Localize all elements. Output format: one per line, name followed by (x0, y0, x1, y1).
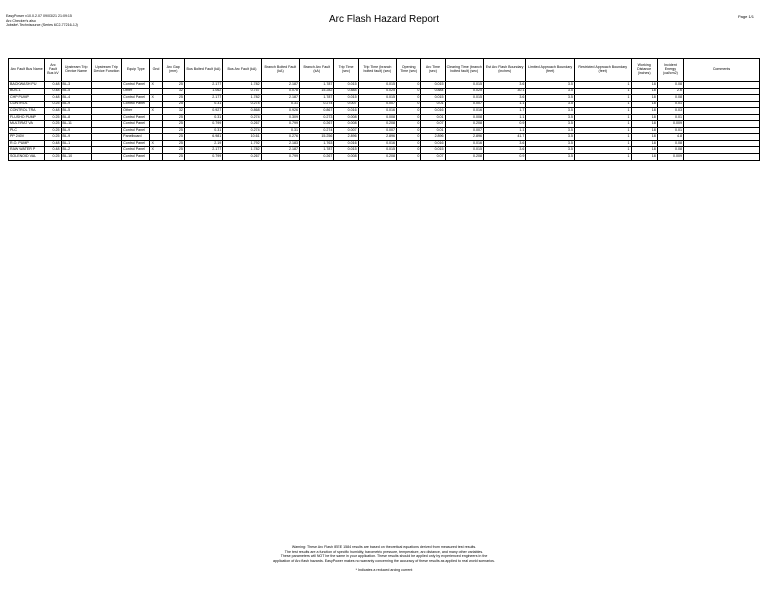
table-cell: 0 (397, 114, 421, 121)
table-cell: 0.078 (261, 88, 299, 95)
table-cell: 3.5 (526, 140, 575, 147)
table-cell: 0.008 (334, 114, 358, 121)
table-cell: 0.01 (421, 127, 445, 134)
table-cell: 0.015 (421, 95, 445, 102)
table-cell: 0.48 (45, 108, 61, 115)
table-cell: Control Panel (122, 82, 150, 89)
table-cell: 2.183 (261, 140, 299, 147)
table-cell: 1.787 (300, 147, 334, 154)
table-cell: BL-5 (61, 108, 91, 115)
table-cell: 3.6 (483, 140, 525, 147)
table-cell: BL-10 (61, 154, 91, 161)
table-cell: 1.782 (223, 95, 261, 102)
table-cell: PP 240V (9, 134, 45, 141)
table-cell: 1 (574, 147, 631, 154)
table-cell: 0.015 (358, 147, 396, 154)
table-cell: 1 (574, 127, 631, 134)
table-cell: 0.025 (445, 88, 483, 95)
table-cell: 0.274 (300, 127, 334, 134)
table-cell: 0.009 (657, 154, 683, 161)
table-cell: 0.309 (261, 114, 299, 121)
table-cell: X (150, 147, 162, 154)
table-cell: 25 (162, 95, 184, 102)
table-cell: 0.007 (445, 101, 483, 108)
table-cell: 2.6 (657, 88, 683, 95)
table-cell: 0.274 (223, 114, 261, 121)
table-cell: 0.01 (657, 114, 683, 121)
table-cell: 0.48 (45, 147, 61, 154)
table-cell: 0.015 (421, 82, 445, 89)
table-cell: 0 (397, 82, 421, 89)
table-cell: 0.926 (261, 108, 299, 115)
table-cell: Panelboard (122, 134, 150, 141)
table-cell: 3.5 (526, 134, 575, 141)
table-cell: 0.015 (358, 95, 396, 102)
table-cell: 1.062 (184, 88, 222, 95)
table-cell: 0.016 (358, 140, 396, 147)
table-cell: 25 (162, 134, 184, 141)
table-cell: 0.025 (358, 88, 396, 95)
table-cell: X (150, 82, 162, 89)
table-cell: MULTIRAT VA (9, 121, 45, 128)
table-cell: 0 (397, 101, 421, 108)
table-cell: 3.5 (526, 147, 575, 154)
table-cell: 25 (162, 101, 184, 108)
table-cell: BACKWASH PU (9, 82, 45, 89)
table-cell: 1.787 (300, 82, 334, 89)
table-cell: PLC (9, 127, 45, 134)
table-cell: 18 (631, 154, 657, 161)
column-header: Arc Time (sec) (421, 59, 445, 82)
table-cell: 0.016 (421, 140, 445, 147)
table-cell: 0.015 (358, 82, 396, 89)
table-cell: 15.282 (300, 88, 334, 95)
table-cell: 0.016 (334, 108, 358, 115)
column-header: Bus Bolted Fault (kA) (184, 59, 222, 82)
table-cell: 0.015 (334, 82, 358, 89)
table-cell: Other (122, 88, 150, 95)
column-header: Opening Time (sec) (397, 59, 421, 82)
table-cell: Control Panel (122, 101, 150, 108)
table-cell: 0.015 (445, 147, 483, 154)
table-cell: 0.08 (657, 82, 683, 89)
table-cell: 0 (397, 134, 421, 141)
column-header: Equip Type (122, 59, 150, 82)
table-cell: 25 (162, 82, 184, 89)
table-cell: 0.274 (223, 101, 261, 108)
table-cell: R.O. PUMP (9, 140, 45, 147)
table-cell: 0.015 (334, 95, 358, 102)
table-cell: 0 (397, 147, 421, 154)
table-cell: 3.5 (526, 82, 575, 89)
table-cell: 1 (574, 82, 631, 89)
table-cell: 1.787 (300, 95, 334, 102)
column-header: Est Arc Flash Boundary (inches) (483, 59, 525, 82)
table-cell: 1.1 (483, 101, 525, 108)
warning-line: The test results are a function of specific humidity, barometric pressure, temperature, arc distance, and many other variables. (284, 549, 484, 554)
table-cell: Control Panel (122, 95, 150, 102)
table-cell: 3.5 (526, 114, 575, 121)
table-cell: 18 (631, 121, 657, 128)
table-cell: 0.01 (657, 127, 683, 134)
table-cell: 32 (162, 88, 184, 95)
table-cell: X (150, 108, 162, 115)
table-cell: 2.19 (184, 140, 222, 147)
table-cell: 3.5 (526, 101, 575, 108)
table-cell: SOLENOID VAL (9, 154, 45, 161)
table-cell: Control Panel (122, 147, 150, 154)
table-cell: BL-5 (61, 88, 91, 95)
table-cell: 2.896 (334, 134, 358, 141)
table-cell: 0.927 (184, 108, 222, 115)
table-cell: 0.015 (334, 147, 358, 154)
table-cell: 0.799 (184, 154, 222, 161)
table-cell (150, 154, 162, 161)
table-cell: 3.5 (526, 108, 575, 115)
table-cell: 0.25 (45, 114, 61, 121)
table-cell: 1.792 (223, 140, 261, 147)
table-cell: 18 (631, 140, 657, 147)
table-cell: 0.007 (358, 127, 396, 134)
table-cell: 0.008 (358, 114, 396, 121)
table-cell: 0.016 (445, 108, 483, 115)
table-cell: 18 (631, 108, 657, 115)
table-cell: Control Panel (122, 140, 150, 147)
table-cell: BL-9 (61, 101, 91, 108)
table-cell: 0.07 (421, 154, 445, 161)
warning-line: Warning: These Arc Flash IEEE 1584 results are based on theoretical equations derived from measured test results. (291, 545, 477, 549)
table-cell: 0.008 (445, 114, 483, 121)
table-cell: 0.008 (334, 121, 358, 128)
table-cell: 0.884 (421, 88, 445, 95)
table-cell: 0 (397, 121, 421, 128)
table-cell: 15.256 (300, 134, 334, 141)
table-cell: 0.267 (300, 121, 334, 128)
table-cell: 18 (631, 82, 657, 89)
table-cell: Control Panel (122, 114, 150, 121)
table-cell: 2.187 (261, 147, 299, 154)
table-cell: CONTROL TRA (9, 108, 45, 115)
table-cell: 2.177 (184, 95, 222, 102)
table-cell: 3.5 (526, 88, 575, 95)
table-cell: 0.208 (358, 121, 396, 128)
table-cell: 0.08 (657, 95, 683, 102)
column-header: Gnd (150, 59, 162, 82)
table-cell: 2.177 (184, 147, 222, 154)
table-cell: 0 (397, 140, 421, 147)
table-cell: 2.177 (184, 82, 222, 89)
table-cell: 18 (631, 134, 657, 141)
table-cell: 3.6 (483, 147, 525, 154)
table-cell: 2.187 (261, 82, 299, 89)
warning-line: application of Arc flash hazards. EasyPower makes no warranty concerning the accuracy of these results as applied to real world scenarios. (273, 559, 495, 564)
column-header: Branch Arc Fault (kA) (300, 59, 334, 82)
table-cell: 2.896 (445, 134, 483, 141)
column-header: Clearing Time (branch bolted fault) (sec) (445, 59, 483, 82)
table-cell: 3.5 (526, 121, 575, 128)
table-cell: 0.01 (421, 101, 445, 108)
table-cell: Control Panel (122, 127, 150, 134)
table-cell: 3.5 (526, 127, 575, 134)
table-cell: 3.6 (483, 95, 525, 102)
table-cell: 1.1 (483, 127, 525, 134)
column-header: Arc Fault Bus Name (9, 59, 45, 82)
table-cell: 0.25 (45, 134, 61, 141)
table-cell: 0.799 (261, 121, 299, 128)
table-cell: 0 (397, 88, 421, 95)
column-header: Bus Arc Fault (kA) (223, 59, 261, 82)
table-cell: 0.48 (45, 95, 61, 102)
table-cell: 18 (631, 88, 657, 95)
table-cell: 1 (574, 108, 631, 115)
table-cell: 25 (162, 140, 184, 147)
table-cell: 0.016 (421, 108, 445, 115)
table-cell: 0 (397, 108, 421, 115)
warning-footer (0, 545, 768, 573)
table-cell: 0.25 (45, 101, 61, 108)
table-cell: BL-9 (61, 134, 91, 141)
table-cell: X (150, 140, 162, 147)
table-cell: 0.015 (445, 95, 483, 102)
table-cell: 0.31 (184, 114, 222, 121)
table-cell: 18 (631, 147, 657, 154)
table-cell: BL-4 (61, 95, 91, 102)
column-header: Arc Gap (mm) (162, 59, 184, 82)
table-body (9, 82, 760, 161)
table-cell: 0.867 (300, 108, 334, 115)
table-cell: 1 (574, 114, 631, 121)
column-header: Incident Energy (cal/cm2) (657, 59, 683, 82)
jobsite-line: Jobsite\ Technisource (Series 6C2-77216-1J) (6, 23, 78, 28)
table-cell: 0.08 (657, 147, 683, 154)
table-cell: 0.274 (223, 127, 261, 134)
column-header: Trip Time (sec) (334, 59, 358, 82)
table-cell: 0.01 (421, 114, 445, 121)
table-cell: 1.7 (483, 108, 525, 115)
table-row (9, 154, 760, 161)
column-header: Restricted Approach Boundary (feet) (574, 59, 631, 82)
page-number: Page 1/1 (737, 14, 754, 19)
table-cell: 0.31 (261, 127, 299, 134)
table-cell: 0.208 (358, 154, 396, 161)
table-cell: CONTROL (9, 101, 45, 108)
column-header: Upstream Trip Device Name (61, 59, 91, 82)
table-cell: 4.8 (657, 134, 683, 141)
table-cell: 0.016 (334, 140, 358, 147)
table-cell: 0.9 (483, 154, 525, 161)
table-cell: 0.267 (223, 121, 261, 128)
table-cell: 1 (574, 154, 631, 161)
table-cell: BL-1 (61, 140, 91, 147)
table-cell: RAW WATER P (9, 147, 45, 154)
table-cell: 3.5 (526, 154, 575, 161)
table-cell: 0.884 (334, 88, 358, 95)
reduced-current-note: * Indicates a reduced arcing current (355, 567, 413, 572)
table-cell: 0 (397, 95, 421, 102)
table-cell: 0.25 (45, 121, 61, 128)
table-cell: 10.61 (223, 134, 261, 141)
table-cell: 0.009 (657, 121, 683, 128)
table-cell: BL-8 (61, 114, 91, 121)
table-cell: 0.48 (45, 88, 61, 95)
table-cell: BL-3 (61, 82, 91, 89)
table-cell: 0.208 (445, 154, 483, 161)
table-cell: 18 (631, 114, 657, 121)
table-cell: 0.016 (358, 108, 396, 115)
checker-line: Arc Checker's also (6, 18, 36, 23)
table-cell: 1.782 (223, 147, 261, 154)
table-cell: 0.31 (261, 101, 299, 108)
table-cell: 1 (574, 88, 631, 95)
table-cell: 25 (162, 114, 184, 121)
table-cell: BL-11 (61, 121, 91, 128)
software-version-line: EasyPower v10.0.2.07 09/03/21 21:09:15 (6, 14, 72, 18)
table-cell: 0.015 (445, 82, 483, 89)
table-cell: 0.007 (334, 101, 358, 108)
table-cell: X (150, 95, 162, 102)
table-cell: 0.008 (334, 154, 358, 161)
table-cell: Control Panel (122, 121, 150, 128)
table-cell: 0.007 (445, 127, 483, 134)
table-cell: 30.1 (483, 88, 525, 95)
table-cell (91, 154, 121, 161)
table-cell: Control Panel (122, 154, 150, 161)
table-cell: 18 (631, 95, 657, 102)
table-cell: 18 (631, 101, 657, 108)
table-cell: FLUSHO PUMP (9, 114, 45, 121)
warning-line: These parameters will NOT be the same in your application. These results should be applied only by experienced engineers in the (280, 554, 488, 559)
table-cell: 0.48 (45, 82, 61, 89)
table-cell: 25 (162, 154, 184, 161)
table-cell: 2.896 (421, 134, 445, 141)
table-cell: 0.007 (358, 101, 396, 108)
table-cell: 2.187 (261, 95, 299, 102)
column-header: Upstream Trip Device Function (91, 59, 121, 82)
table-cell: 3.6 (483, 82, 525, 89)
table-cell: 18 (631, 127, 657, 134)
table-cell: 0.799 (261, 154, 299, 161)
table-cell: 1 (574, 95, 631, 102)
table-cell: 0.757 (223, 88, 261, 95)
table-cell: 0.016 (445, 140, 483, 147)
table-cell: 41.7 (483, 134, 525, 141)
column-header: Branch Bolted Fault (kA) (261, 59, 299, 82)
table-cell: 0.007 (334, 127, 358, 134)
table-cell: 1 (574, 101, 631, 108)
table-cell: 3.5 (526, 95, 575, 102)
table-cell: 0.08 (657, 140, 683, 147)
table-cell: 0.799 (184, 121, 222, 128)
table-cell: 25 (162, 127, 184, 134)
table-cell (684, 154, 760, 161)
table-cell: 0.267 (223, 154, 261, 161)
table-cell: Other (122, 108, 150, 115)
table-cell: 0.274 (300, 101, 334, 108)
table-cell: 6.981 (184, 134, 222, 141)
table-cell: BUS-1 (9, 88, 45, 95)
table-cell: 32 (162, 108, 184, 115)
column-header: Trip Time (branch bolted fault) (sec) (358, 59, 396, 82)
column-header: Working Distance (inches) (631, 59, 657, 82)
table-cell: 0.07 (421, 121, 445, 128)
table-cell: 0.48 (45, 140, 61, 147)
table-cell: 0.208 (445, 121, 483, 128)
table-cell: 0.31 (184, 127, 222, 134)
table-cell: 0.273 (300, 114, 334, 121)
table-header-row (9, 59, 760, 82)
table-cell: 0.31 (184, 101, 222, 108)
table-cell: 0.03 (657, 108, 683, 115)
table-cell: 0.015 (421, 147, 445, 154)
table-cell: 25 (162, 121, 184, 128)
table-cell: 1 (574, 134, 631, 141)
table-cell: 1.763 (300, 140, 334, 147)
table-cell: 1 (574, 121, 631, 128)
table-cell: 2.896 (358, 134, 396, 141)
column-header: Limited Approach Boundary (feet) (526, 59, 575, 82)
column-header: Arc Fault Bus kV (45, 59, 61, 82)
table-cell: 0 (397, 154, 421, 161)
table-cell: 0.276 (261, 134, 299, 141)
report-title: Arc Flash Hazard Report (328, 14, 440, 25)
column-header: Comments (684, 59, 760, 82)
table-cell: 25 (162, 147, 184, 154)
table-cell: 0.01 (657, 101, 683, 108)
table-cell: BL-2 (61, 147, 91, 154)
table-cell: 0.267 (300, 154, 334, 161)
table-cell: 0.9 (483, 121, 525, 128)
table-cell: CHP PUMP (9, 95, 45, 102)
table-cell: 0.868 (223, 108, 261, 115)
table-cell: 0.25 (45, 127, 61, 134)
table-cell: 1 (574, 140, 631, 147)
table-cell: 1.782 (223, 82, 261, 89)
arc-flash-table (8, 58, 760, 161)
table-cell: 0.25 (45, 154, 61, 161)
table-cell: 1.1 (483, 114, 525, 121)
table-cell: BL-9 (61, 127, 91, 134)
table-cell: 0 (397, 127, 421, 134)
